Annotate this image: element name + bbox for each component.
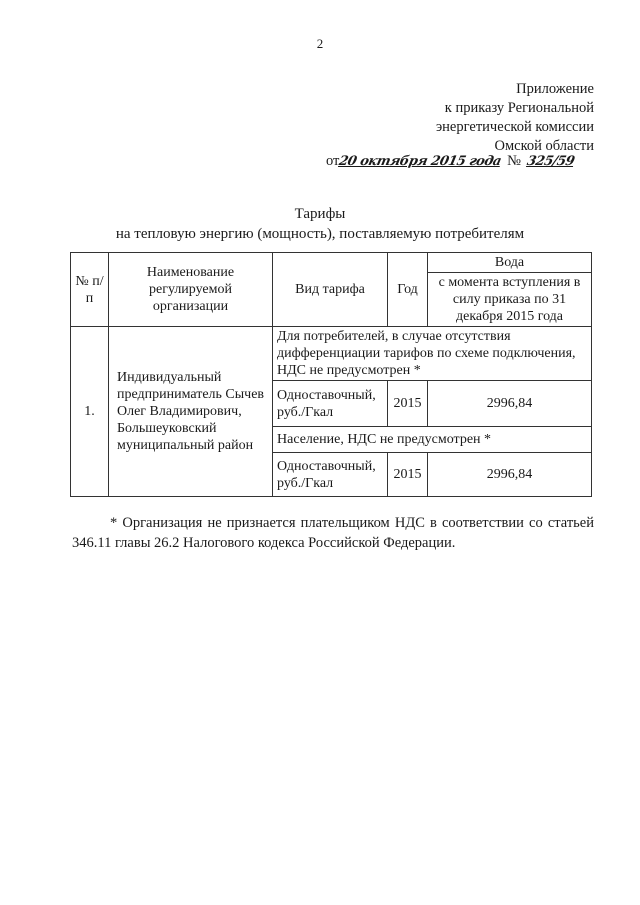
- group2-type: Одноставочный, руб./Гкал: [273, 453, 388, 497]
- appendix-line: Омской области: [494, 138, 594, 154]
- title-line-2: на тепловую энергию (мощность), поставляемую потребителям: [115, 226, 525, 242]
- header-type: Вид тарифа: [273, 253, 388, 327]
- appendix-line: Приложение: [516, 81, 594, 97]
- tariff-table: [70, 252, 592, 497]
- row-num: 1.: [71, 327, 109, 497]
- appendix-header: [436, 80, 594, 156]
- header-org: Наименование регулируемой организации: [109, 253, 273, 327]
- org-name: Индивидуальный предприниматель Сычев Олег Владимирович, Большеуковский муниципальный район: [109, 327, 273, 497]
- group1-year: 2015: [388, 381, 428, 427]
- group1-label: Для потребителей, в случае отсутствия дифференциации тарифов по схеме подключения, НДС не предусмотрен *: [273, 327, 592, 381]
- group2-value: 2996,84: [428, 453, 592, 497]
- header-year: Год: [388, 253, 428, 327]
- handwritten-number: 325/59: [525, 154, 576, 169]
- appendix-line: к приказу Региональной: [444, 100, 594, 116]
- title-line-1: Тарифы: [294, 206, 346, 222]
- group2-year: 2015: [388, 453, 428, 497]
- group1-value: 2996,84: [428, 381, 592, 427]
- order-date-number: [326, 152, 596, 171]
- number-label: №: [507, 153, 521, 169]
- group1-type: Одноставочный, руб./Гкал: [273, 381, 388, 427]
- page-number: 2: [316, 36, 324, 51]
- header-water-period: с момента вступления в силу приказа по 31 декабря 2015 года: [428, 273, 592, 327]
- header-water: Вода: [428, 253, 592, 273]
- group2-label: Население, НДС не предусмотрен *: [273, 427, 592, 453]
- document-title: [0, 204, 640, 244]
- appendix-line: энергетической комиссии: [435, 119, 594, 135]
- date-prefix: от: [326, 153, 340, 169]
- footnote: * Организация не признается плательщиком НДС в соответствии со статьей 346.11 главы 26.2 Налогового кодекса Российской Федерации.: [72, 515, 594, 551]
- header-num: № п/п: [71, 253, 109, 327]
- handwritten-date: 20 октября 2015 года: [337, 154, 503, 169]
